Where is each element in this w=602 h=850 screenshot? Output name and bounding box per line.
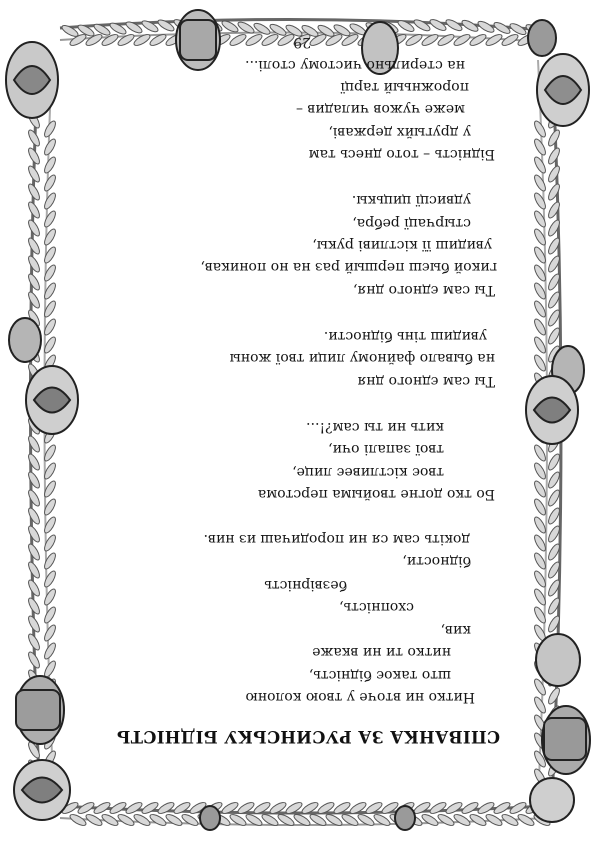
poem-line: нитко ти ни вкаже [312, 644, 451, 660]
poem-line: бідности, [402, 553, 471, 569]
poem-line: гикой быєш першый раз на но поникав, [200, 259, 497, 275]
poem-title: СПІВАНКА ЗА РУСИНСЬКУ БІДНІСТЬ [116, 727, 500, 746]
poem-line: увидиш її кістливі рукы, [312, 237, 492, 253]
poem-line: меже чужов чиладив – [295, 101, 465, 117]
poem-line: у другыйх державі, [328, 124, 471, 140]
page-number: 29 [293, 34, 311, 50]
poem-line: Бідність – тото днесь там [308, 146, 495, 162]
poem-line: твої запалі очи, [328, 441, 444, 457]
poem-line: удвисцї цицькы. [351, 192, 471, 208]
poem-line: увидиш тінь бідности. [323, 328, 487, 344]
poem-line: на бывало файному лици твої жоны [229, 350, 495, 366]
poem-line: кив, [440, 622, 471, 638]
poem-line: кить ни ты сам?!... [306, 419, 444, 435]
poem-line: твоє кістливеє лице, [292, 464, 444, 480]
poem-line: безвірність [264, 577, 347, 593]
poem-line: Нитко ни вточе у твою колоню [245, 689, 475, 705]
poem-line: стырчацї ребра, [352, 215, 471, 231]
poem-line: схопність, [339, 599, 414, 615]
poem-line: Ты сам єдного дня [357, 373, 495, 389]
poem-line: на стерильно чистому столі... [245, 57, 465, 73]
poem-line: што такоє бідність, [308, 667, 451, 683]
poem-line: Бо тко догне твойыма перстома [257, 486, 495, 502]
poem-line: докіть сам ся ни породичаш из нив. [203, 531, 470, 547]
poem-line: Ты сам єдного дня, [352, 282, 495, 298]
poem-line: порожньый тарцї [340, 79, 469, 95]
